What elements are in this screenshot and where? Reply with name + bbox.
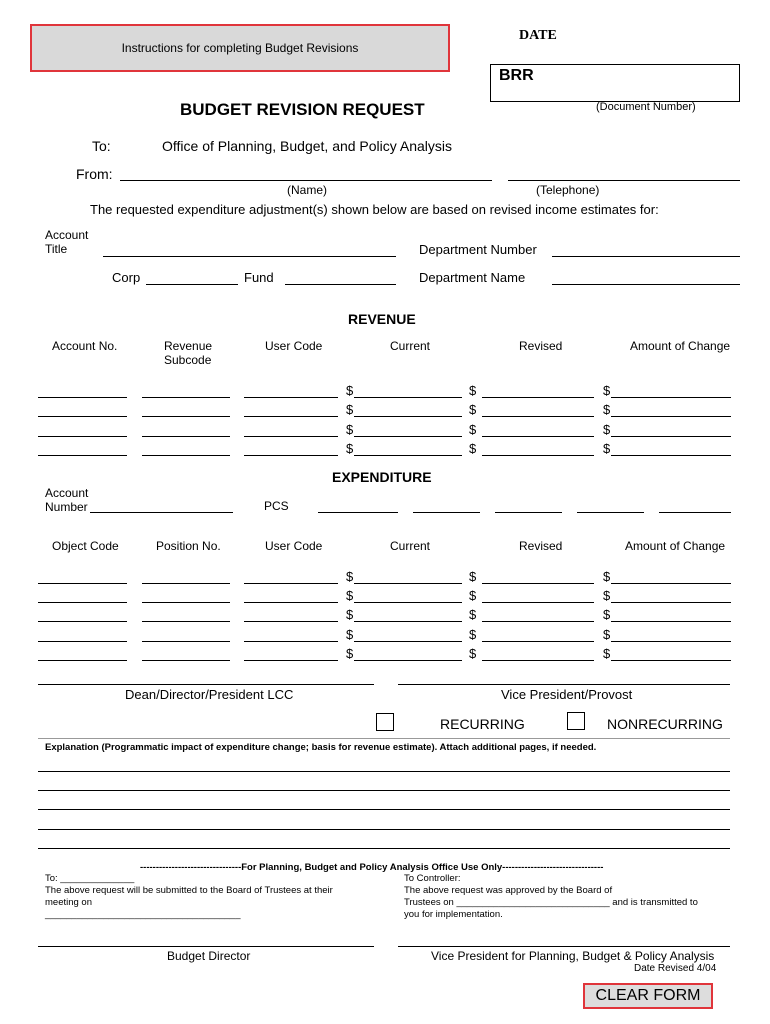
- doc-number-caption: (Document Number): [596, 101, 696, 113]
- name-caption: (Name): [287, 183, 328, 197]
- page-title: BUDGET REVISION REQUEST: [180, 100, 425, 119]
- expenditure-row-2-amount-3[interactable]: [611, 602, 731, 603]
- office-right-text2: Trustees on _____________________________ and is transmitted to: [404, 897, 698, 908]
- vp-signature-line[interactable]: [398, 684, 730, 685]
- expenditure-row-4-amount-1[interactable]: [354, 641, 462, 642]
- pcs-field-4[interactable]: [577, 512, 644, 513]
- corp-label: Corp: [112, 270, 141, 285]
- expenditure-row-1-currency-2: $: [469, 569, 477, 584]
- explanation-line-4[interactable]: [38, 829, 730, 830]
- office-left-text1: The above request will be submitted to the Board of Trustees at their: [45, 885, 333, 896]
- pcs-field-3[interactable]: [495, 512, 562, 513]
- telephone-caption: (Telephone): [536, 183, 600, 197]
- revenue-row-1-currency-2: $: [469, 383, 477, 398]
- expenditure-row-2-currency-1: $: [346, 588, 354, 603]
- office-use-heading: --------------------------------For Planning, Budget and Policy Analysis Office Use Only--------------------------------: [140, 862, 604, 873]
- expenditure-row-3-currency-3: $: [603, 607, 611, 622]
- office-right-text1: The above request was approved by the Board of: [404, 885, 613, 896]
- revenue-row-2-currency-2: $: [469, 402, 477, 417]
- expenditure-row-2-field-2[interactable]: [142, 602, 230, 603]
- revenue-row-4-amount-1[interactable]: [354, 455, 462, 456]
- expenditure-row-4-amount-2[interactable]: [482, 641, 594, 642]
- expenditure-row-5-amount-1[interactable]: [354, 660, 462, 661]
- expenditure-row-3-amount-1[interactable]: [354, 621, 462, 622]
- nonrecurring-checkbox[interactable]: [567, 712, 585, 730]
- revenue-row-1-amount-3[interactable]: [611, 397, 731, 398]
- dept-number-field[interactable]: [552, 256, 740, 257]
- revenue-row-2-field-1[interactable]: [38, 416, 127, 417]
- revenue-heading: REVENUE: [348, 311, 416, 327]
- revenue-row-3-currency-3: $: [603, 422, 611, 437]
- expenditure-row-4-currency-2: $: [469, 627, 477, 642]
- revenue-row-2-field-3[interactable]: [244, 416, 338, 417]
- explanation-line-5[interactable]: [38, 848, 730, 849]
- name-field[interactable]: [120, 180, 492, 181]
- expenditure-row-5-currency-2: $: [469, 646, 477, 661]
- fund-label: Fund: [244, 270, 274, 285]
- revenue-row-1-field-3[interactable]: [244, 397, 338, 398]
- explanation-top-rule: [38, 738, 730, 739]
- expenditure-row-3-currency-2: $: [469, 607, 477, 622]
- revenue-row-2-amount-1[interactable]: [354, 416, 462, 417]
- revenue-row-1-amount-2[interactable]: [482, 397, 594, 398]
- revenue-row-1-field-1[interactable]: [38, 397, 127, 398]
- fund-field[interactable]: [285, 284, 396, 285]
- expenditure-row-2-field-3[interactable]: [244, 602, 338, 603]
- expenditure-row-4-currency-1: $: [346, 627, 354, 642]
- expenditure-row-2-currency-2: $: [469, 588, 477, 603]
- expenditure-row-5-field-2[interactable]: [142, 660, 230, 661]
- revenue-row-3-field-1[interactable]: [38, 436, 127, 437]
- exp-col-change: Amount of Change: [625, 539, 726, 553]
- telephone-field[interactable]: [508, 180, 740, 181]
- account-number-label: Account Number: [45, 486, 89, 514]
- expenditure-row-4-amount-3[interactable]: [611, 641, 731, 642]
- revenue-row-3-amount-3[interactable]: [611, 436, 731, 437]
- explanation-line-2[interactable]: [38, 790, 730, 791]
- expenditure-row-1-field-1[interactable]: [38, 583, 127, 584]
- recurring-label: RECURRING: [440, 716, 525, 732]
- expenditure-row-1-currency-1: $: [346, 569, 354, 584]
- clear-form-label: CLEAR FORM: [595, 987, 701, 1004]
- expenditure-row-1-amount-3[interactable]: [611, 583, 731, 584]
- expenditure-row-3-field-1[interactable]: [38, 621, 127, 622]
- expenditure-row-1-amount-1[interactable]: [354, 583, 462, 584]
- brr-document-number-field[interactable]: [490, 64, 740, 102]
- vp-planning-signature-line[interactable]: [398, 946, 730, 947]
- budget-director-label: Budget Director: [167, 949, 251, 963]
- income-statement: The requested expenditure adjustment(s) shown below are based on revised income estimates for:: [90, 202, 659, 217]
- date-label: DATE: [519, 28, 557, 43]
- dept-name-label: Department Name: [419, 270, 526, 285]
- exp-col-object: Object Code: [52, 539, 119, 553]
- to-label: To:: [92, 138, 111, 154]
- expenditure-row-4-field-2[interactable]: [142, 641, 230, 642]
- expenditure-row-3-field-3[interactable]: [244, 621, 338, 622]
- explanation-line-1[interactable]: [38, 771, 730, 772]
- exp-col-current: Current: [390, 539, 431, 553]
- expenditure-row-5-currency-3: $: [603, 646, 611, 661]
- revenue-row-2-amount-3[interactable]: [611, 416, 731, 417]
- expenditure-row-5-field-1[interactable]: [38, 660, 127, 661]
- expenditure-heading: EXPENDITURE: [332, 469, 432, 485]
- pcs-label: PCS: [264, 499, 289, 513]
- expenditure-row-5-amount-2[interactable]: [482, 660, 594, 661]
- instructions-button[interactable]: [30, 24, 450, 72]
- revenue-row-4-currency-2: $: [469, 441, 477, 456]
- vp-planning-label: Vice President for Planning, Budget & Policy Analysis: [431, 949, 715, 963]
- revenue-row-2-currency-1: $: [346, 402, 354, 417]
- revenue-row-4-currency-3: $: [603, 441, 611, 456]
- revenue-row-3-amount-2[interactable]: [482, 436, 594, 437]
- account-title-field[interactable]: [103, 256, 396, 257]
- nonrecurring-label: NONRECURRING: [607, 716, 723, 732]
- dept-name-field[interactable]: [552, 284, 740, 285]
- expenditure-row-1-field-2[interactable]: [142, 583, 230, 584]
- pcs-field-5[interactable]: [659, 512, 731, 513]
- expenditure-row-1-field-3[interactable]: [244, 583, 338, 584]
- date-revised: Date Revised 4/04: [634, 963, 717, 974]
- dean-signature-line[interactable]: [38, 684, 374, 685]
- office-left-text2: meeting on: [45, 897, 93, 908]
- revenue-row-2-field-2[interactable]: [142, 416, 230, 417]
- exp-col-revised: Revised: [519, 539, 563, 553]
- revenue-row-3-field-2[interactable]: [142, 436, 230, 437]
- expenditure-row-5-field-3[interactable]: [244, 660, 338, 661]
- instructions-label: Instructions for completing Budget Revisions: [121, 41, 359, 55]
- pcs-field-1[interactable]: [318, 512, 398, 513]
- expenditure-row-3-amount-3[interactable]: [611, 621, 731, 622]
- account-number-field[interactable]: [90, 512, 233, 513]
- revenue-row-2-currency-3: $: [603, 402, 611, 417]
- revenue-row-3-amount-1[interactable]: [354, 436, 462, 437]
- revenue-row-4-amount-2[interactable]: [482, 455, 594, 456]
- revenue-row-3-currency-2: $: [469, 422, 477, 437]
- revenue-row-1-field-2[interactable]: [142, 397, 230, 398]
- revenue-row-4-field-1[interactable]: [38, 455, 127, 456]
- exp-col-position: Position No.: [156, 539, 221, 553]
- expenditure-row-2-field-1[interactable]: [38, 602, 127, 603]
- expenditure-row-4-field-1[interactable]: [38, 641, 127, 642]
- explanation-line-3[interactable]: [38, 809, 730, 810]
- brr-label: BRR: [499, 67, 534, 84]
- expenditure-row-2-currency-3: $: [603, 588, 611, 603]
- from-label: From:: [76, 166, 113, 182]
- office-right-text3: you for implementation.: [404, 909, 503, 920]
- rev-col-change: Amount of Change: [630, 339, 731, 353]
- expenditure-row-1-currency-3: $: [603, 569, 611, 584]
- rev-col-account: Account No.: [52, 339, 118, 353]
- pcs-field-2[interactable]: [413, 512, 480, 513]
- expenditure-row-2-amount-1[interactable]: [354, 602, 462, 603]
- revenue-row-4-currency-1: $: [346, 441, 354, 456]
- dean-signature-label: Dean/Director/President LCC: [125, 687, 294, 702]
- dept-number-label: Department Number: [419, 242, 537, 257]
- expenditure-row-1-amount-2[interactable]: [482, 583, 594, 584]
- expenditure-row-5-currency-1: $: [346, 646, 354, 661]
- revenue-row-4-amount-3[interactable]: [611, 455, 731, 456]
- revenue-row-4-field-3[interactable]: [244, 455, 338, 456]
- revenue-row-1-currency-1: $: [346, 383, 354, 398]
- rev-col-user-code: User Code: [265, 339, 323, 353]
- office-left-blank: _____________________________________: [45, 909, 241, 920]
- expenditure-row-3-amount-2[interactable]: [482, 621, 594, 622]
- revenue-row-3-field-3[interactable]: [244, 436, 338, 437]
- account-title-label: Account Title: [45, 228, 89, 256]
- office-left-to: To: ______________: [45, 873, 135, 884]
- expenditure-row-3-field-2[interactable]: [142, 621, 230, 622]
- vp-signature-label: Vice President/Provost: [501, 687, 633, 702]
- revenue-row-1-amount-1[interactable]: [354, 397, 462, 398]
- revenue-row-2-amount-2[interactable]: [482, 416, 594, 417]
- expenditure-row-4-currency-3: $: [603, 627, 611, 642]
- rev-col-subcode: Revenue Subcode: [164, 339, 213, 367]
- corp-field[interactable]: [146, 284, 238, 285]
- recurring-checkbox[interactable]: [376, 713, 394, 731]
- revenue-row-4-field-2[interactable]: [142, 455, 230, 456]
- rev-col-revised: Revised: [519, 339, 563, 353]
- expenditure-row-5-amount-3[interactable]: [611, 660, 731, 661]
- explanation-label: Explanation (Programmatic impact of expenditure change; basis for revenue estimate). Attach additional pages, if needed.: [45, 742, 597, 753]
- revenue-row-3-currency-1: $: [346, 422, 354, 437]
- clear-form-button[interactable]: [583, 983, 713, 1009]
- expenditure-row-4-field-3[interactable]: [244, 641, 338, 642]
- expenditure-row-3-currency-1: $: [346, 607, 354, 622]
- rev-col-current: Current: [390, 339, 431, 353]
- budget-director-signature-line[interactable]: [38, 946, 374, 947]
- exp-col-user-code: User Code: [265, 539, 323, 553]
- office-right-to: To Controller:: [404, 873, 461, 884]
- revenue-row-1-currency-3: $: [603, 383, 611, 398]
- expenditure-row-2-amount-2[interactable]: [482, 602, 594, 603]
- to-value: Office of Planning, Budget, and Policy Analysis: [162, 138, 453, 154]
